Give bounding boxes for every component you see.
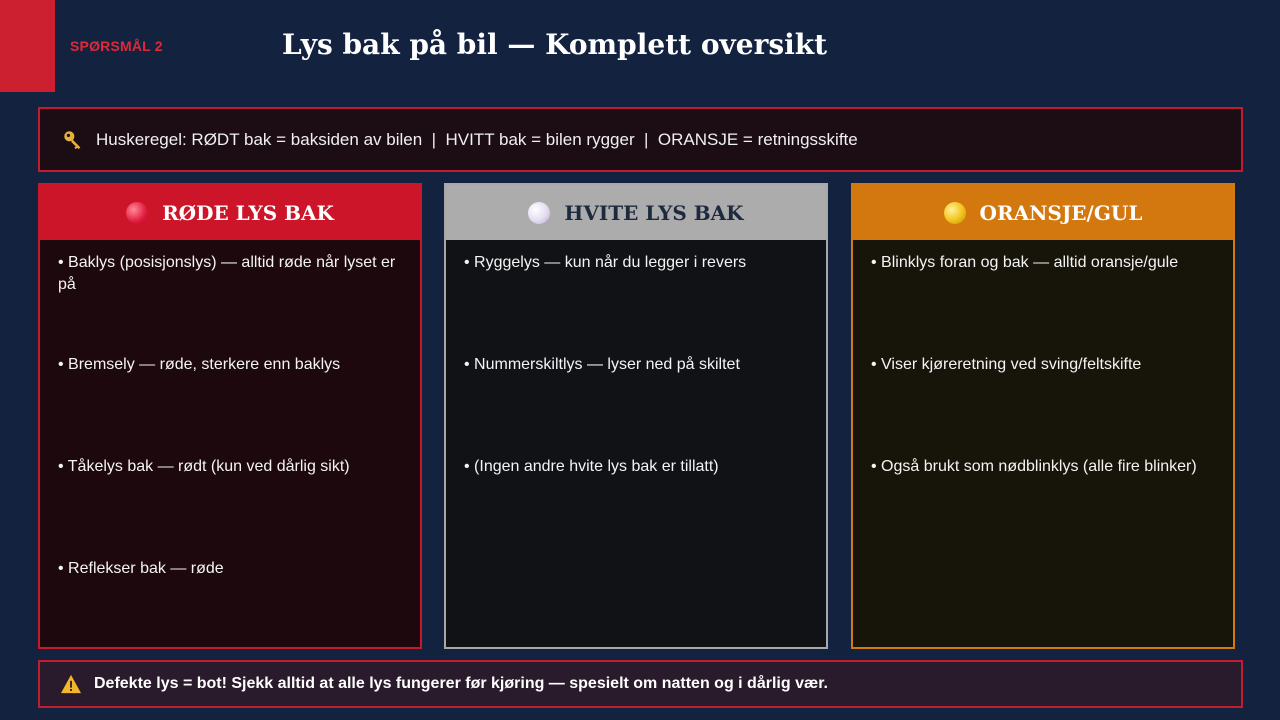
white-circle-icon <box>528 202 550 224</box>
accent-tab <box>0 0 55 92</box>
list-item: • Tåkelys bak — rødt (kun ved dårlig sikt) <box>58 456 402 558</box>
list-item: • Bremsely — røde, sterkere enn baklys <box>58 354 402 456</box>
white-lights-header <box>446 185 826 240</box>
list-item: • Også brukt som nødblinklys (alle fire blinker) <box>871 456 1215 558</box>
question-label: SPØRSMÅL 2 <box>70 38 163 54</box>
orange-lights-header <box>853 185 1233 240</box>
white-lights-title: HVITE LYS BAK <box>564 200 744 225</box>
orange-lights-column <box>851 183 1235 649</box>
list-item: • (Ingen andre hvite lys bak er tillatt) <box>464 456 808 558</box>
list-item: • Baklys (posisjonslys) — alltid røde når lyset er på <box>58 252 402 354</box>
list-item: • Blinklys foran og bak — alltid oransje/gule <box>871 252 1215 354</box>
red-lights-header <box>40 185 420 240</box>
red-lights-title: RØDE LYS BAK <box>162 200 334 225</box>
red-circle-icon <box>126 202 148 224</box>
memory-tip-box <box>38 107 1243 172</box>
warning-icon <box>60 674 82 694</box>
yellow-circle-icon <box>944 202 966 224</box>
warning-box <box>38 660 1243 708</box>
red-lights-column <box>38 183 422 649</box>
page-title: Lys bak på bil — Komplett oversikt <box>282 28 828 61</box>
warning-text: Defekte lys = bot! Sjekk alltid at alle lys fungerer før kjøring — spesielt om natten og i dårlig vær. <box>94 675 828 692</box>
list-item: • Nummerskiltlys — lyser ned på skiltet <box>464 354 808 456</box>
orange-lights-title: ORANSJE/GUL <box>979 200 1143 225</box>
list-item: • Ryggelys — kun når du legger i revers <box>464 252 808 354</box>
memory-tip-text: Huskeregel: RØDT bak = baksiden av bilen | HVITT bak = bilen rygger | ORANSJE = retningsskifte <box>96 129 858 149</box>
list-item: • Reflekser bak — røde <box>58 558 402 660</box>
list-item: • Viser kjøreretning ved sving/feltskifte <box>871 354 1215 456</box>
key-icon <box>62 129 84 151</box>
white-lights-column <box>444 183 828 649</box>
